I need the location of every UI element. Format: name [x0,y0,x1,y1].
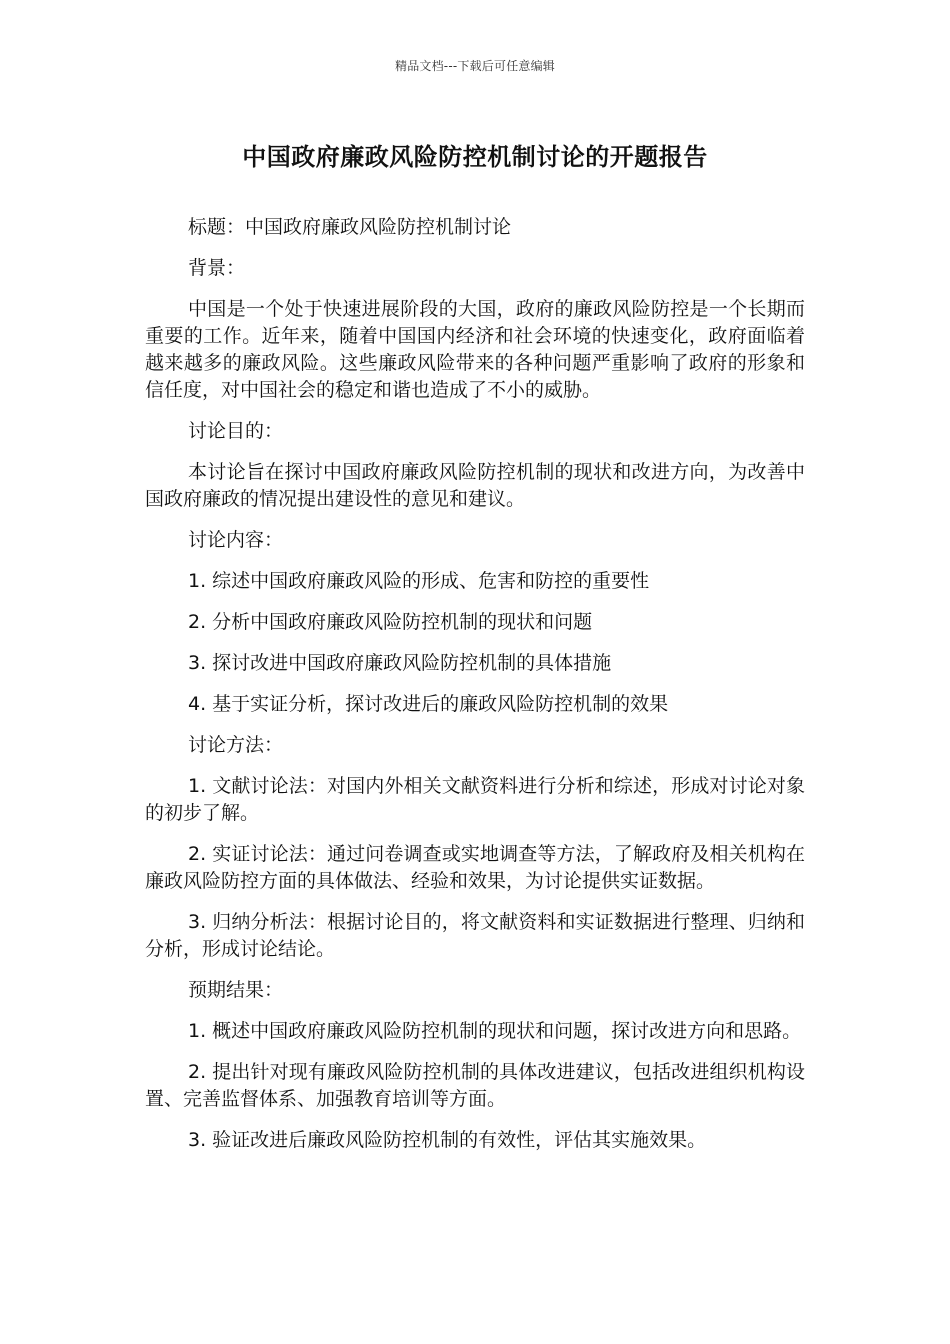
result-item-3: 3. 验证改进后廉政风险防控机制的有效性，评估其实施效果。 [188,1129,707,1151]
paragraph-purpose: 本讨论旨在探讨中国政府廉政风险防控机制的现状和改进方向，为改善中国政府廉政的情况提出建设性的意见和建议。 [145,461,805,510]
method-item-2: 2. 实证讨论法：通过问卷调查或实地调查等方法，了解政府及相关机构在廉政风险防控方面的具体做法、经验和效果，为讨论提供实证数据。 [145,843,805,892]
content-item-3: 3. 探讨改进中国政府廉政风险防控机制的具体措施 [188,652,612,674]
paragraph-subject: 标题：中国政府廉政风险防控机制讨论 [188,216,512,238]
heading-expected-results: 预期结果： [188,979,284,1001]
content-item-1: 1. 综述中国政府廉政风险的形成、危害和防控的重要性 [188,570,650,592]
heading-background: 背景： [188,257,246,279]
header-note: 精品文档---下载后可任意编辑 [395,59,555,73]
result-item-2: 2. 提出针对现有廉政风险防控机制的具体改进建议，包括改进组织机构设置、完善监督体系、加强教育培训等方面。 [145,1061,805,1110]
paragraph-background: 中国是一个处于快速进展阶段的大国，政府的廉政风险防控是一个长期而重要的工作。近年来，随着中国国内经济和社会环境的快速变化，政府面临着越来越多的廉政风险。这些廉政风险带来的各种问题严重影响了政府的形象和信任度，对中国社会的稳定和谐也造成了不小的威胁。 [145,298,805,401]
heading-content: 讨论内容： [188,529,284,551]
method-item-3: 3. 归纳分析法：根据讨论目的，将文献资料和实证数据进行整理、归纳和分析，形成讨论结论。 [145,911,805,960]
heading-methods: 讨论方法： [188,734,284,756]
method-item-1: 1. 文献讨论法：对国内外相关文献资料进行分析和综述，形成对讨论对象的初步了解。 [145,775,805,824]
content-item-2: 2. 分析中国政府廉政风险防控机制的现状和问题 [188,611,593,633]
document-body [145,214,805,1168]
heading-purpose: 讨论目的： [188,420,284,442]
result-item-1: 1. 概述中国政府廉政风险防控机制的现状和问题，探讨改进方向和思路。 [188,1020,802,1042]
content-item-4: 4. 基于实证分析，探讨改进后的廉政风险防控机制的效果 [188,693,669,715]
document-title: 中国政府廉政风险防控机制讨论的开题报告 [242,143,708,171]
